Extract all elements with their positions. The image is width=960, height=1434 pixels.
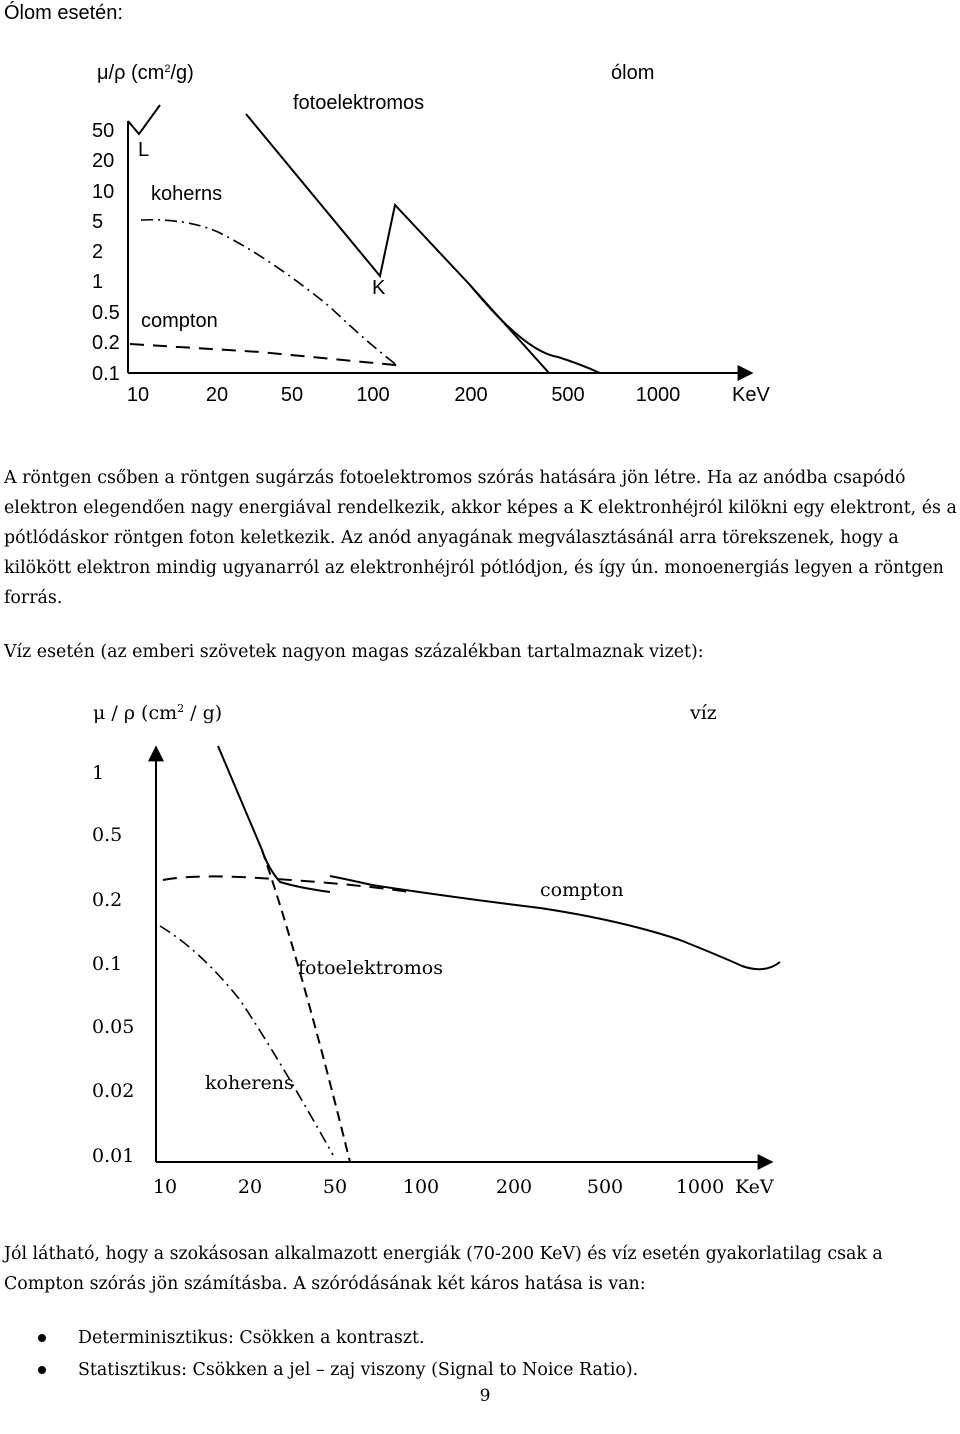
water-compton-label: compton bbox=[540, 879, 624, 901]
water-material-label: víz bbox=[690, 702, 717, 724]
lead-y-tick: 1 bbox=[92, 271, 104, 293]
water-x-tick: 100 bbox=[402, 1176, 440, 1198]
lead-attenuation-chart bbox=[0, 50, 960, 410]
water-attenuation-chart bbox=[0, 690, 960, 1210]
water-y-tick: 0.02 bbox=[92, 1080, 135, 1102]
water-coherent-label: koherens bbox=[205, 1072, 294, 1094]
lead-y-tick: 5 bbox=[92, 211, 104, 233]
lead-y-tick: 10 bbox=[92, 181, 115, 203]
lead-compton-label: compton bbox=[141, 310, 218, 332]
lead-x-tick: 50 bbox=[280, 384, 304, 406]
water-x-tick: 50 bbox=[322, 1176, 348, 1198]
lead-x-unit: KeV bbox=[732, 384, 770, 406]
lead-y-tick: 0.2 bbox=[92, 332, 120, 354]
lead-photoelectric-curve bbox=[246, 114, 600, 373]
lead-y-tick: 50 bbox=[92, 120, 115, 142]
lead-x-tick: 100 bbox=[356, 384, 390, 406]
lead-photoelectric-label: fotoelektromos bbox=[293, 92, 425, 114]
water-y-tick: 0.01 bbox=[92, 1145, 135, 1167]
section-heading-lead: Ólom esetén: bbox=[4, 2, 123, 24]
lead-x-tick: 200 bbox=[454, 384, 488, 406]
lead-y-tick: 0.5 bbox=[92, 302, 120, 324]
water-x-tick: 1000 bbox=[675, 1176, 725, 1198]
lead-y-axis-label: μ/ρ $(cm^2/g)$ bbox=[97, 62, 194, 84]
paragraph-compton: Jól látható, hogy a szokásosan alkalmazott energiák (70-200 KeV) és víz esetén gyakorlatilag csak a Compton szórás jön számításba. A szóródásának két káros hatása is van: bbox=[4, 1244, 883, 1294]
effects-list bbox=[0, 1322, 638, 1386]
water-y-tick: 0.1 bbox=[92, 953, 123, 975]
water-x-tick: 20 bbox=[237, 1176, 263, 1198]
lead-y-tick: 2 bbox=[92, 241, 104, 263]
lead-y-tick: 0.1 bbox=[92, 363, 120, 385]
lead-y-ticks bbox=[92, 120, 120, 385]
page-number: 9 bbox=[479, 1386, 491, 1406]
water-y-tick: 0.05 bbox=[92, 1016, 135, 1038]
lead-l-edge-label: L bbox=[138, 139, 150, 161]
lead-x-tick: 20 bbox=[205, 384, 229, 406]
lead-l-edge-curve bbox=[128, 105, 160, 134]
water-photoelectric-label: fotoelektromos bbox=[298, 957, 443, 979]
lead-k-edge-label: K bbox=[372, 277, 386, 299]
lead-material-label: ólom bbox=[611, 62, 655, 84]
water-x-tick: 500 bbox=[586, 1176, 624, 1198]
lead-coherent-label: koherns bbox=[151, 183, 223, 205]
lead-photoelectric-branch bbox=[470, 285, 549, 373]
lead-x-tick: 10 bbox=[126, 384, 150, 406]
list-item: Statisztikus: Csökken a jel – zaj viszony (Signal to Noice Ratio). bbox=[0, 1354, 638, 1386]
list-item: Determinisztikus: Csökken a kontraszt. bbox=[0, 1322, 638, 1354]
water-total-curve-upper bbox=[218, 746, 330, 892]
paragraph-water: Víz esetén (az emberi szövetek nagyon magas százalékban tartalmaznak vizet): bbox=[4, 642, 704, 662]
lead-coherent-curve bbox=[141, 220, 398, 366]
lead-x-tick: 500 bbox=[551, 384, 585, 406]
water-y-axis-label: μ / ρ $(cm^2 / g)$ bbox=[93, 702, 223, 724]
water-y-tick: 1 bbox=[92, 762, 105, 784]
water-x-unit: KeV bbox=[735, 1176, 774, 1198]
water-photoelectric-curve bbox=[262, 850, 350, 1162]
lead-compton-curve bbox=[130, 344, 405, 366]
paragraph-xray-tube: A röntgen csőben a röntgen sugárzás fotoelektromos szórás hatására jön létre. Ha az anódba csapódó elektron elegendően nagy energiával rendelkezik, akkor képes a K elektronhéjról kilökni egy elektront, és a pótlódáskor röntgen foton keletkezik. Az anód anyagának megválasztásánál arra törekszenek, hogy a kilökött elektron mindig ugyanarról az elektronhéjról pótlódjon, és így ún. monoenergiás legyen a röntgen forrás. bbox=[4, 468, 957, 608]
water-x-ticks bbox=[153, 1176, 774, 1198]
water-y-ticks bbox=[92, 762, 134, 1167]
water-x-tick: 10 bbox=[152, 1176, 178, 1198]
water-y-tick: 0.5 bbox=[92, 824, 123, 846]
water-x-tick: 200 bbox=[495, 1176, 533, 1198]
lead-x-tick: 1000 bbox=[635, 384, 681, 406]
lead-y-tick: 20 bbox=[92, 150, 115, 172]
lead-x-ticks bbox=[127, 384, 771, 406]
water-y-tick: 0.2 bbox=[92, 889, 123, 911]
